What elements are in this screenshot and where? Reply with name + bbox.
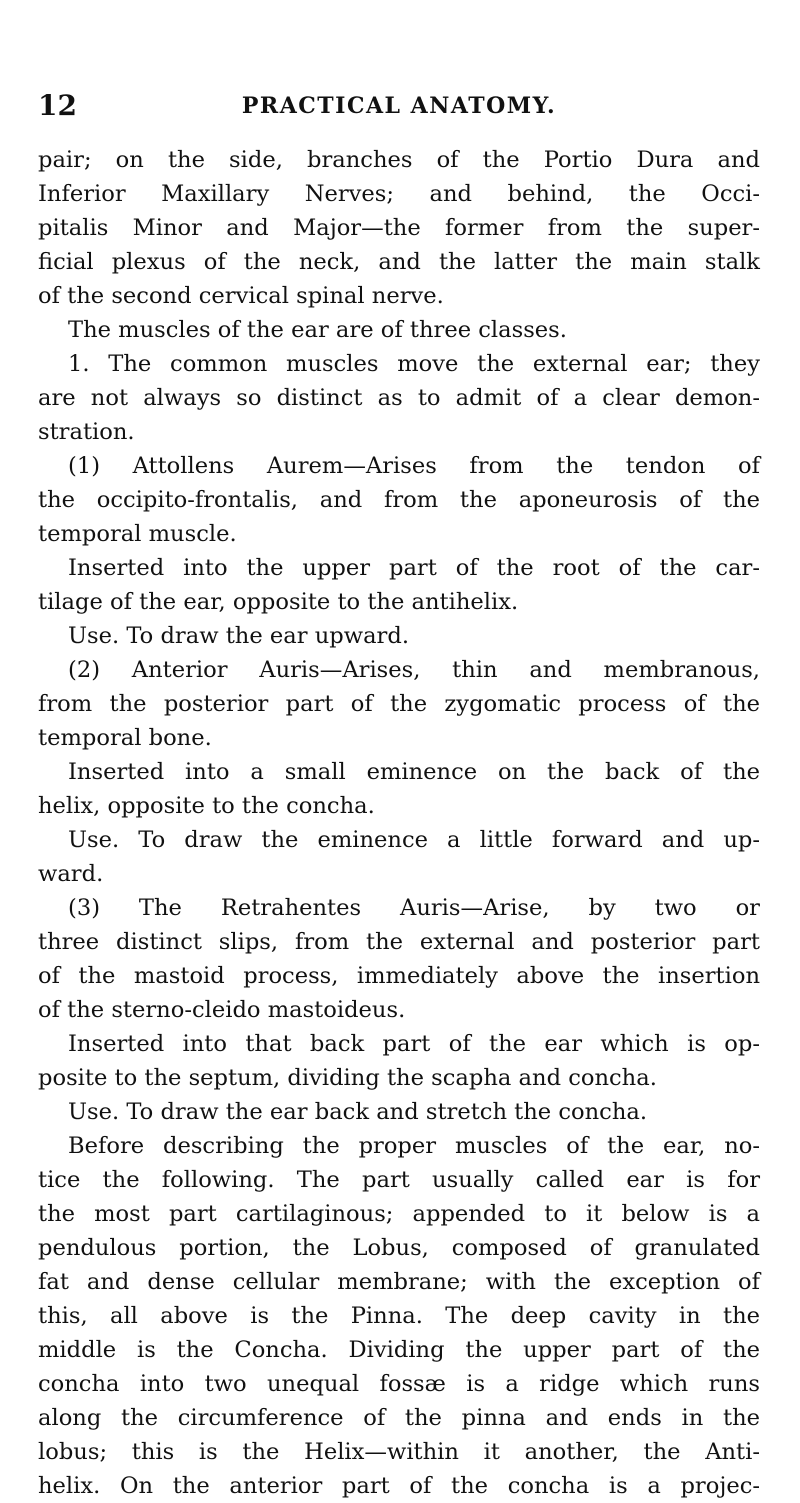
text-line: stration.: [38, 419, 135, 445]
text-line: pair; on the side, branches of the Portio Dura and: [38, 147, 760, 173]
text-line: Before describing the proper muscles of the ear, no-: [68, 1133, 760, 1159]
text-line: Inferior Maxillary Nerves; and behind, the Occi-: [38, 181, 760, 207]
text-line: lobus; this is the Helix—within it another, the Anti-: [38, 1439, 760, 1465]
text-line: posite to the septum, dividing the scapha and concha.: [38, 1065, 657, 1091]
text-line: concha into two unequal fossæ is a ridge which runs: [38, 1371, 760, 1397]
text-line: along the circumference of the pinna and ends in the: [38, 1405, 760, 1431]
text-line: tilage of the ear, opposite to the antihelix.: [38, 589, 519, 615]
body-text: [38, 143, 760, 1503]
text-line: middle is the Concha. Dividing the upper part of the: [38, 1337, 760, 1363]
text-line: the occipito-frontalis, and from the aponeurosis of the: [38, 487, 760, 513]
text-line: Inserted into the upper part of the root of the car-: [68, 555, 760, 581]
text-line: ficial plexus of the neck, and the latter the main stalk: [38, 249, 760, 275]
text-line: this, all above is the Pinna. The deep cavity in the: [38, 1303, 760, 1329]
text-line: (3) The Retrahentes Auris—Arise, by two or: [68, 895, 760, 921]
text-line: pitalis Minor and Major—the former from the super-: [38, 215, 760, 241]
text-line: tice the following. The part usually called ear is for: [38, 1167, 760, 1193]
text-line: fat and dense cellular membrane; with the exception of: [38, 1269, 760, 1295]
text-line: (2) Anterior Auris—Arises, thin and membranous,: [68, 657, 760, 683]
text-line: helix. On the anterior part of the concha is a projec-: [38, 1473, 760, 1499]
text-line: temporal bone.: [38, 725, 212, 751]
text-line: Use. To draw the eminence a little forward and up-: [68, 827, 760, 853]
text-line: of the sterno-cleido mastoideus.: [38, 997, 406, 1023]
text-line: from the posterior part of the zygomatic process of the: [38, 691, 760, 717]
running-title: PRACTICAL ANATOMY.: [241, 93, 557, 119]
text-line: temporal muscle.: [38, 521, 237, 547]
text-line: Inserted into that back part of the ear which is op-: [68, 1031, 760, 1057]
text-line: helix, opposite to the concha.: [38, 793, 375, 819]
text-line: (1) Attollens Aurem—Arises from the tendon of: [68, 453, 760, 479]
text-line: are not always so distinct as to admit of a clear demon-: [38, 385, 760, 411]
text-line: Use. To draw the ear back and stretch the concha.: [68, 1099, 648, 1125]
text-line: The muscles of the ear are of three classes.: [68, 317, 567, 343]
text-line: Use. To draw the ear upward.: [68, 623, 410, 649]
text-line: Inserted into a small eminence on the back of the: [68, 759, 760, 785]
text-line: of the second cervical spinal nerve.: [38, 283, 444, 309]
text-line: 1. The common muscles move the external ear; they: [68, 351, 760, 377]
text-line: pendulous portion, the Lobus, composed of granulated: [38, 1235, 760, 1261]
text-line: ward.: [38, 861, 104, 887]
page-number: 12: [38, 89, 77, 122]
text-line: the most part cartilaginous; appended to it below is a: [38, 1201, 760, 1227]
running-head: [38, 86, 760, 126]
text-line: of the mastoid process, immediately above the insertion: [38, 963, 760, 989]
text-line: three distinct slips, from the external and posterior part: [38, 929, 760, 955]
